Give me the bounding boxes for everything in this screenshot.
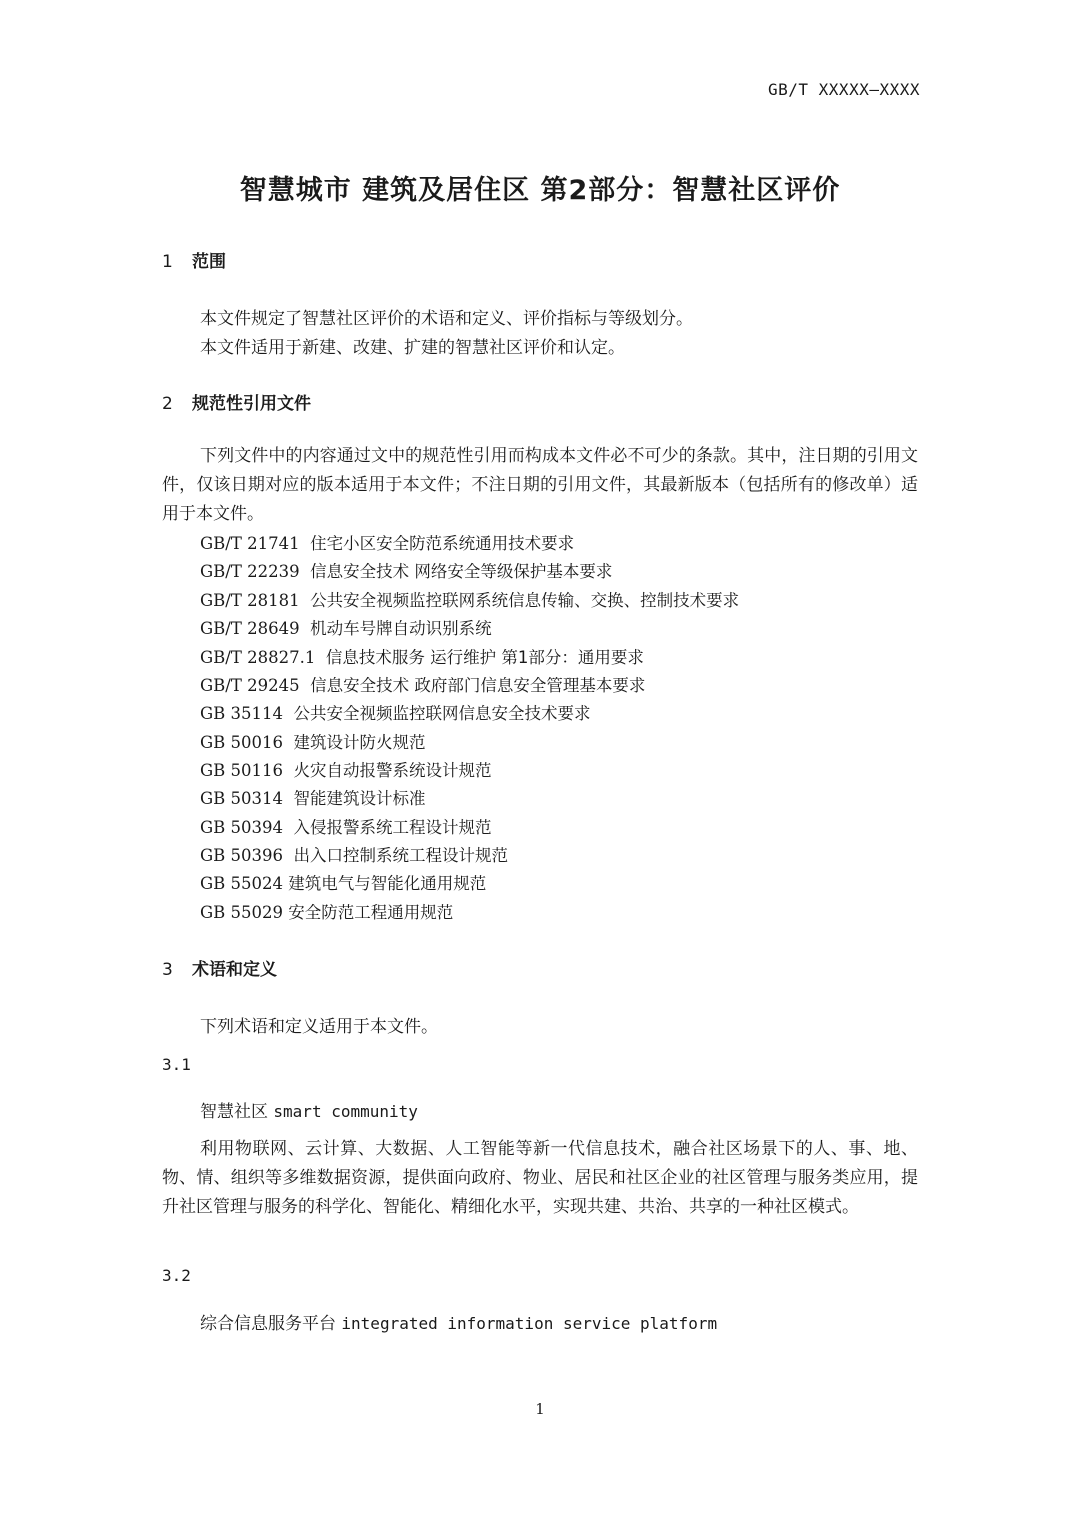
reference-item: [200, 870, 486, 894]
reference-name: 住宅小区安全防范系统通用技术要求: [310, 534, 575, 553]
reference-name: 公共安全视频监控联网系统信息传输、交换、控制技术要求: [310, 591, 740, 610]
section-number: 1: [162, 252, 173, 272]
reference-code: GB 50016: [200, 733, 284, 752]
reference-item: [200, 814, 492, 838]
section-heading-references: [162, 389, 311, 414]
reference-code: GB 50394: [200, 818, 284, 837]
reference-name: 建筑设计防火规范: [293, 733, 426, 752]
term-definition: 利用物联网、云计算、大数据、人工智能等新一代信息技术，融合社区场景下的人、事、地、物、情、组织等多维数据资源，提供面向政府、物业、居民和社区企业的社区管理与服务类应用，提升社区管理与服务的科学化、智能化、精细化水平，实现共建、共治、共享的一种社区模式。: [162, 1139, 918, 1217]
term-entry: [200, 1097, 418, 1122]
section-number: 2: [162, 394, 173, 414]
references-intro: 下列文件中的内容通过文中的规范性引用而构成本文件必不可少的条款。其中，注日期的引用文件，仅该日期对应的版本适用于本文件；不注日期的引用文件，其最新版本（包括所有的修改单）适用于本文件。: [162, 446, 918, 524]
reference-code: GB/T 22239: [200, 562, 300, 581]
reference-code: GB 35114: [200, 704, 284, 723]
reference-item: [200, 729, 426, 753]
term-en: integrated information service platform: [341, 1314, 718, 1333]
section-title: 术语和定义: [192, 960, 277, 980]
reference-name: 安全防范工程通用规范: [288, 903, 454, 922]
reference-item: [200, 672, 645, 696]
reference-name: 建筑电气与智能化通用规范: [288, 874, 487, 893]
section-title: 范围: [192, 252, 226, 272]
terms-intro: 下列术语和定义适用于本文件。: [200, 1017, 438, 1037]
term-zh: 智慧社区: [200, 1102, 268, 1122]
section-heading-terms: [162, 955, 277, 980]
reference-item: [200, 644, 644, 668]
reference-code: GB/T 29245: [200, 676, 300, 695]
reference-code: GB/T 28181: [200, 591, 300, 610]
reference-item: [200, 899, 453, 923]
reference-item: [200, 700, 591, 724]
reference-item: [200, 530, 574, 554]
reference-item: [200, 842, 508, 866]
clause-number: 3.2: [162, 1266, 191, 1285]
reference-code: GB/T 21741: [200, 534, 300, 553]
reference-name: 公共安全视频监控联网信息安全技术要求: [293, 704, 591, 723]
reference-name: 信息技术服务 运行维护 第1部分：通用要求: [325, 648, 644, 667]
reference-code: GB/T 28827.1: [200, 648, 316, 667]
reference-item: [200, 587, 739, 611]
reference-name: 机动车号牌自动识别系统: [310, 619, 492, 638]
reference-item: [200, 785, 426, 809]
reference-name: 信息安全技术 网络安全等级保护基本要求: [310, 562, 613, 581]
reference-code: GB 55024: [200, 874, 284, 893]
document-title: 智慧城市 建筑及居住区 第2部分：智慧社区评价: [239, 175, 841, 206]
reference-name: 智能建筑设计标准: [293, 789, 426, 808]
reference-code: GB/T 28649: [200, 619, 300, 638]
section-heading-scope: [162, 247, 226, 272]
term-entry: [200, 1309, 717, 1334]
reference-name: 出入口控制系统工程设计规范: [293, 846, 509, 865]
scope-line: 本文件适用于新建、改建、扩建的智慧社区评价和认定。: [200, 338, 625, 358]
term-zh: 综合信息服务平台: [200, 1314, 336, 1334]
scope-line: 本文件规定了智慧社区评价的术语和定义、评价指标与等级划分。: [200, 309, 693, 329]
section-title: 规范性引用文件: [192, 394, 311, 414]
reference-item: [200, 615, 492, 639]
clause-number: 3.1: [162, 1055, 191, 1074]
reference-name: 入侵报警系统工程设计规范: [293, 818, 492, 837]
section-number: 3: [162, 960, 173, 980]
reference-code: GB 55029: [200, 903, 284, 922]
standard-number: GB/T XXXXX—XXXX: [768, 80, 920, 99]
term-en: smart community: [273, 1102, 418, 1121]
reference-item: [200, 558, 612, 582]
reference-name: 火灾自动报警系统设计规范: [293, 761, 492, 780]
reference-code: GB 50396: [200, 846, 284, 865]
page-number: 1: [535, 1400, 545, 1418]
reference-code: GB 50116: [200, 761, 284, 780]
reference-code: GB 50314: [200, 789, 284, 808]
reference-name: 信息安全技术 政府部门信息安全管理基本要求: [310, 676, 646, 695]
reference-item: [200, 757, 492, 781]
